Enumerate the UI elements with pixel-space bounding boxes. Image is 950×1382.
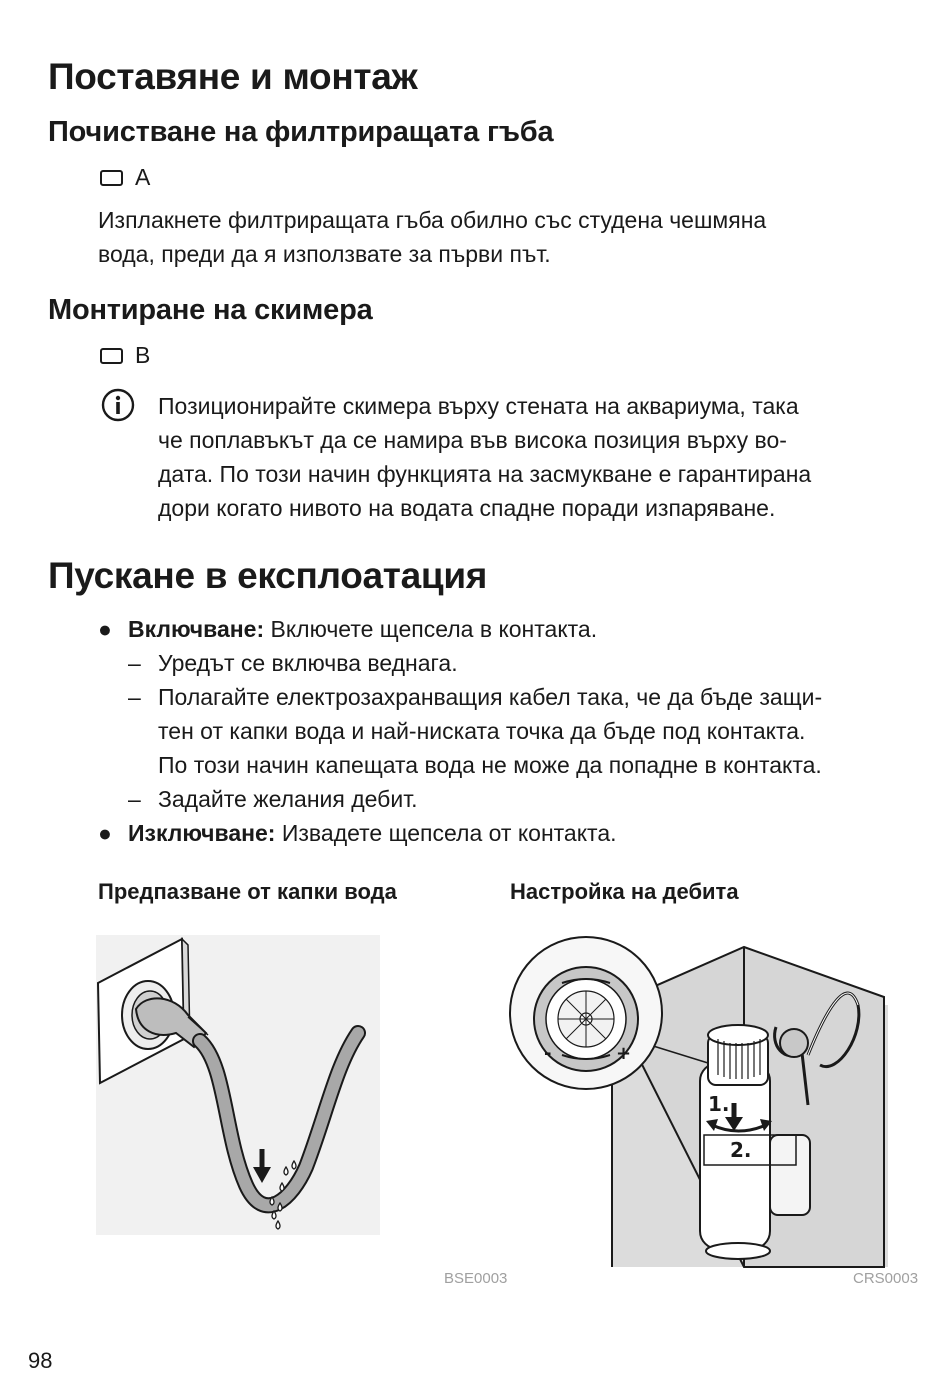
- text-line: Позиционирайте скимера върху стената на аквариума, така: [158, 393, 799, 419]
- info-icon: [101, 388, 135, 422]
- text-line: тен от капки вода и най-ниската точка да бъде под контакта.: [158, 718, 806, 744]
- figure-code-right: CRS0003: [853, 1270, 919, 1287]
- text-line: дата. По този начин функцията на засмукване е гарантирана: [158, 461, 812, 487]
- text-line: вода, преди да я използвате за първи път.: [98, 241, 551, 267]
- figure-code-left: BSE0003: [444, 1270, 508, 1287]
- step1-label: 1.: [708, 1092, 730, 1116]
- bullet-dot-icon: ●: [98, 820, 112, 846]
- step2-label: 2.: [730, 1138, 752, 1162]
- figure-caption-flow-adjust: Настройка на дебита: [510, 879, 739, 904]
- operation-list: [98, 612, 822, 850]
- list-item-switch-on: [98, 612, 822, 646]
- text-line: Изплакнете филтриращата гъба обилно със студена чешмяна: [98, 207, 767, 233]
- dash-text: Задайте желания дебит.: [158, 786, 418, 812]
- bullet-text: Извадете щепсела от контакта.: [275, 820, 617, 846]
- text-line: че поплавъкът да се намира във висока позиция върху во-: [158, 427, 787, 453]
- page-number: 98: [28, 1348, 53, 1373]
- text-line: дори когато нивото на водата спадне поради изпаряване.: [158, 495, 776, 521]
- section-title-installation: Поставяне и монтаж: [48, 56, 418, 97]
- list-item-dash: [98, 680, 822, 782]
- figure-ref-b: [100, 342, 150, 369]
- bullet-label: Включване:: [128, 616, 265, 642]
- bullet-dot-icon: ●: [98, 616, 112, 642]
- plus-label: +: [616, 1043, 632, 1064]
- figure-caption-drip-protection: Предпазване от капки вода: [98, 879, 397, 904]
- subsection-title-mount-skimmer: Монтиране на скимера: [48, 294, 373, 326]
- note-paragraph: [158, 389, 811, 525]
- minus-label: -: [544, 1043, 552, 1064]
- figure-box-icon: [100, 170, 123, 186]
- flow-adjust-illustration: [508, 935, 888, 1269]
- text-line: По този начин капещата вода не може да попадне в контакта.: [158, 752, 822, 778]
- list-item-dash: [98, 782, 822, 816]
- en-dash-icon: –: [128, 684, 141, 710]
- rinse-paragraph: [98, 203, 766, 271]
- dash-text: Уредът се включва веднага.: [158, 650, 458, 676]
- figure-ref-label: A: [135, 164, 151, 190]
- en-dash-icon: –: [128, 650, 141, 676]
- text-line: Полагайте електрозахранващия кабел така, че да бъде защи-: [158, 684, 823, 710]
- section-title-operation: Пускане в експлоатация: [48, 555, 488, 596]
- figure-ref-label: B: [135, 342, 151, 368]
- figure-ref-a: [100, 164, 150, 191]
- drip-loop-illustration: [96, 935, 380, 1235]
- subsection-title-clean-sponge: Почистване на филтриращата гъба: [48, 116, 554, 148]
- list-item-dash: [98, 646, 822, 680]
- en-dash-icon: –: [128, 786, 141, 812]
- figure-box-icon: [100, 348, 123, 364]
- bullet-label: Изключване:: [128, 820, 276, 846]
- bullet-text: Включете щепсела в контакта.: [264, 616, 598, 642]
- list-item-switch-off: [98, 816, 822, 850]
